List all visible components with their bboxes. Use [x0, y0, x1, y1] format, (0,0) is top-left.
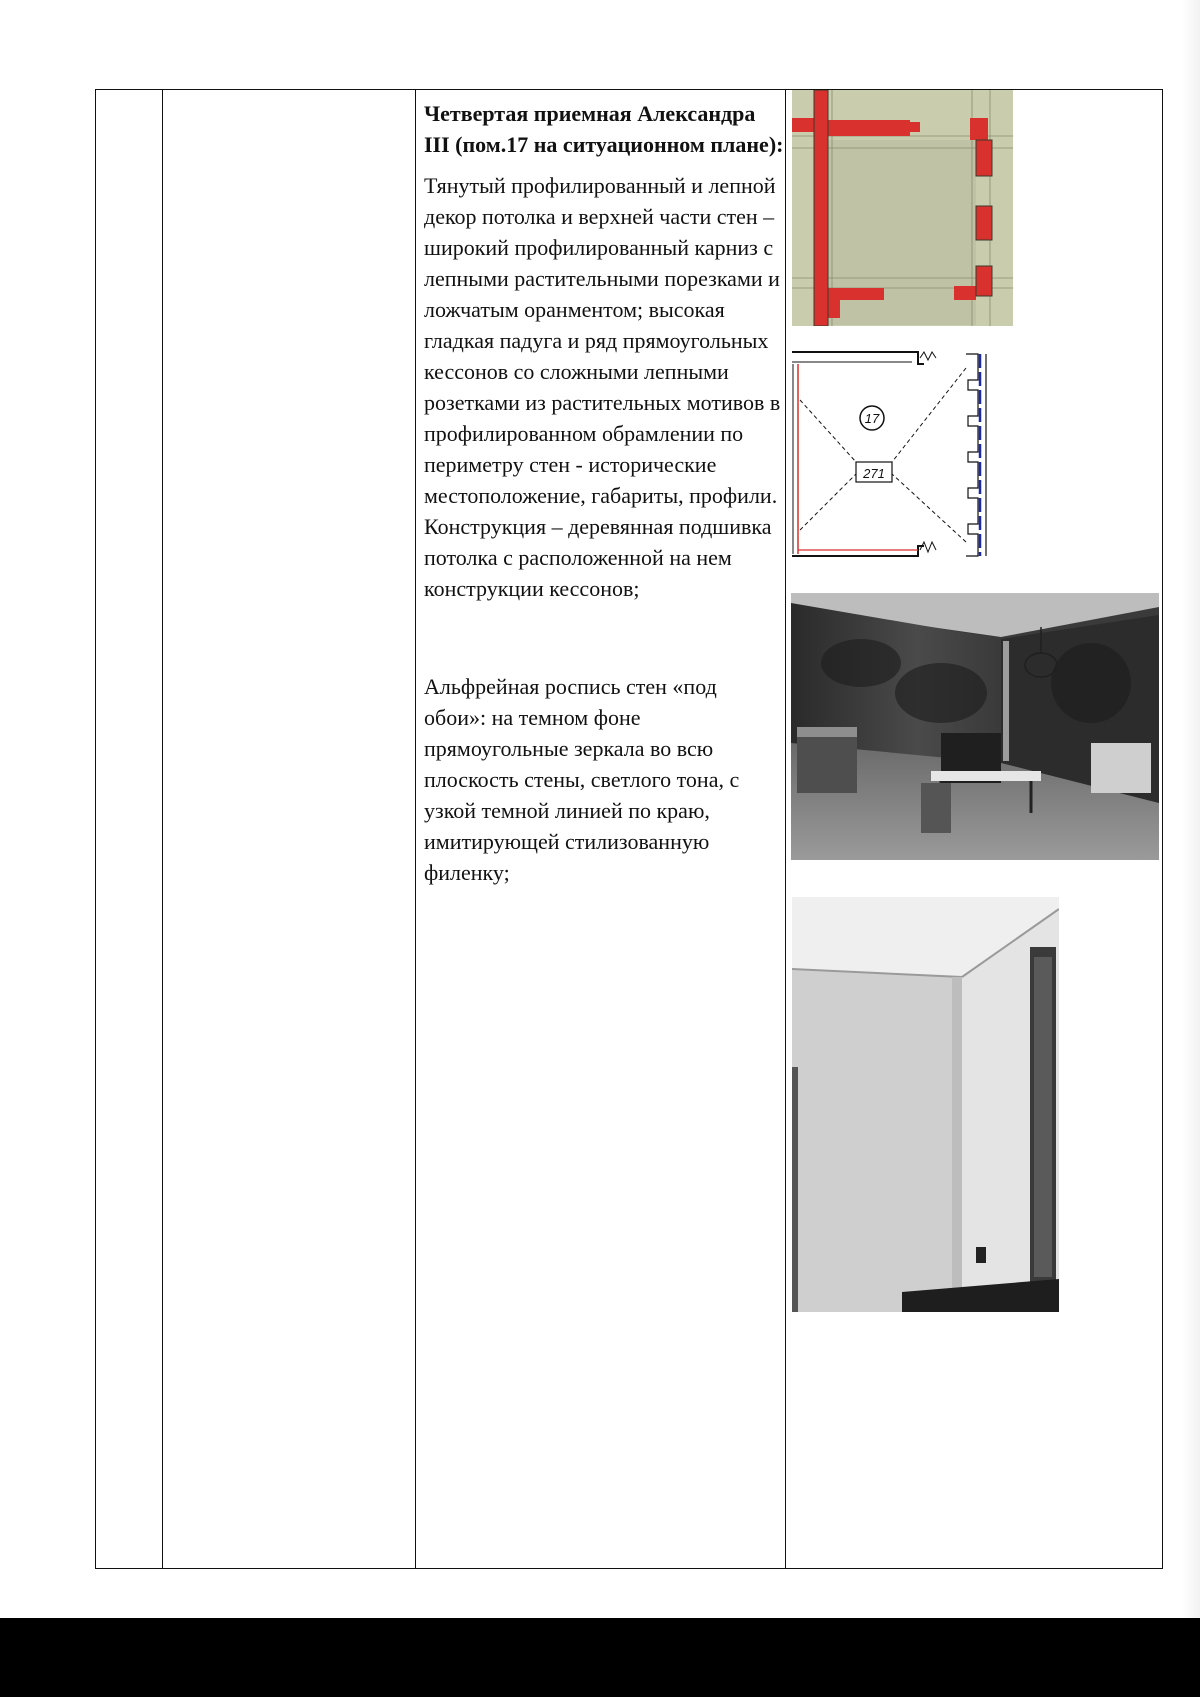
- room-heading: Четвертая приемная Александра III (пом.17 на ситуационном плане):: [424, 101, 784, 157]
- column-divider: [785, 90, 786, 1568]
- ceiling-decor-paragraph: Тянутый профилированный и лепной декор потолка и верхней части стен – широкий профилированный карниз с лепными растительными порезками и ложчатым оранментом; высокая гладкая падуга и ряд прямоугольных кессонов со сложными лепными розетками из растительных мотивов в профилированном обрамлении по периметру стен - исторические местоположение, габариты, профили. Конструкция – деревянная подшивка потолка с расположенной на нем конструкции кессонов;: [424, 173, 781, 601]
- page-edge-shadow: [1182, 0, 1200, 1618]
- scan-bottom-border: [0, 1618, 1200, 1697]
- floor-plan-fragment-image: [792, 90, 1013, 326]
- column-divider: [162, 90, 163, 1568]
- description-cell: [424, 98, 784, 888]
- ceiling-plan-drawing: [792, 350, 992, 560]
- wall-painting-paragraph: Альфрейная роспись стен «под обои»: на темном фоне прямоугольные зеркала во всю плоскость стены, светлого тона, с узкой темной линией по краю, имитирующей стилизованную филенку;: [424, 674, 740, 885]
- room-number-label: 17: [864, 411, 880, 426]
- wall-corner-photo: [792, 897, 1059, 1312]
- room-area-label: 271: [863, 466, 885, 481]
- historic-interior-photo: [791, 593, 1159, 860]
- column-divider: [415, 90, 416, 1568]
